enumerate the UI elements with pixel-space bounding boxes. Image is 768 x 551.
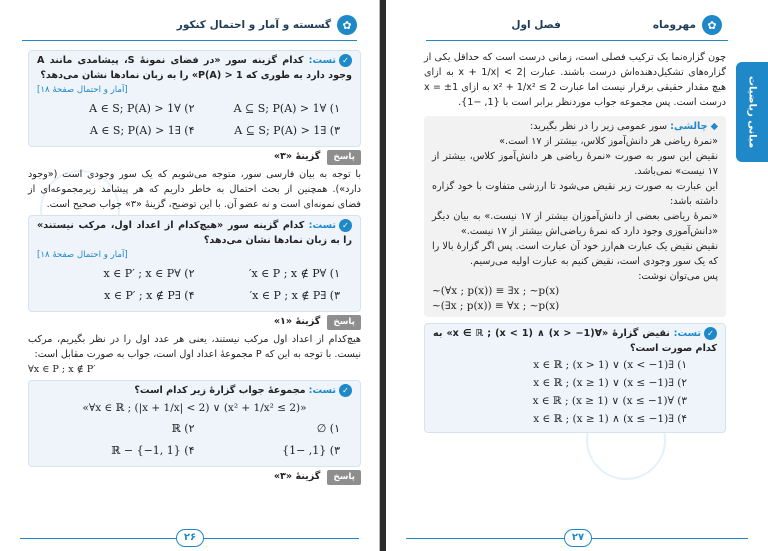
question-box-4 [424,323,726,433]
brand-logo-icon: ✿ [702,15,722,35]
brand-logo-icon: ✿ [337,15,357,35]
options-grid [37,263,352,307]
options-list [433,356,717,428]
question-text: نقیض گزارهٔ «∀x ∈ ℝ ; (x < 1) ∧ (x > −1)» به کدام صورت است؟ [433,328,717,354]
challenge-icon: ◆ [710,121,718,132]
header-divider [426,40,728,41]
option-4: ۴) ℝ − {−1, 1} [111,444,195,457]
right-header [511,14,722,36]
challenge-box [424,116,726,317]
options-grid [37,98,352,142]
answer-math: ∀x ∈ P ; x ∉ P′ [28,364,96,375]
option-3: ۳) {1, −1} [282,444,340,457]
answer-label: پاسخ [327,315,361,330]
question-box-3 [28,380,361,467]
option-3: ۳) ∃A ⊆ S; P(A) > 1 [234,124,340,137]
option-2: ۲) ℝ [171,422,195,435]
answer-1 [28,147,361,212]
page-number: ۲۶ [176,529,204,547]
option-1: ۱) ∀A ⊆ S; P(A) > 1 [233,102,340,115]
option-4: ۴) ∃A ∈ S; P(A) > 1 [89,124,195,137]
answer-label: پاسخ [327,470,361,485]
left-page [0,0,380,551]
question-math: «∀x ∈ ℝ ; (|x + 1/x| < 2) ∨ (x² + 1/x² ≤ 2)» [82,402,307,414]
option-4: ۴) ∃x ∈ P′ ; x ∉ P [104,289,195,302]
header-chapter: فصل اول [511,19,561,31]
question-text: کدام گزینه سور «هیچ‌کدام از اعداد اول، مرکب نیستند» را به زبان نمادها نشان می‌دهد؟ [37,220,352,246]
answer-3 [28,467,361,487]
answer-title: گزینهٔ «۳» [273,151,321,162]
option-1: ۱) ∀x ∈ P ; x ∉ P′ [248,267,340,280]
question-label: تست: [308,385,336,396]
header-divider [22,40,357,41]
intro-paragraph: چون گزاره‌نما یک ترکیب فصلی است، زمانی درست است که حداقل یکی از گزاره‌های تشکیل‌دهنده‌اش درست باشند. عبارت |x + 1/x| < 2 به ازای هیچ مقدار حقیقی برقرار نیست اما عبارت x² + 1/x² ≤ 2 به ازای x = ±1 درست است. پس مجموعه جواب موردنظر برابر است با {1, −1}. [424,52,727,108]
option-1: ۱) ∅ [316,422,340,435]
option-3: ۳) ∃x ∈ P ; x ∉ P′ [249,289,340,302]
answer-title: گزینهٔ «۳» [273,471,321,482]
right-page [386,0,768,551]
question-box-2 [28,215,361,312]
challenge-text-6: نقیض نقیض یک عبارت هم‌ارز خود آن عبارت است. پس اگر گزارهٔ بالا را که یک سور وجودی است، نقیض کنیم به عبارت اولیه می‌رسیم. [432,241,718,267]
option-1: ۱) ∃x ∈ ℝ ; (x > 1) ∨ (x < −1) [533,359,687,371]
challenge-formula-1: ∼(∀x ; p(x)) ≡ ∃x ; ∼p(x) [432,285,560,297]
option-2: ۲) ∃x ∈ ℝ ; (x ≥ 1) ∨ (x ≤ −1) [533,377,687,389]
question-icon: ✓ [339,219,352,232]
answer-explanation: با توجه به بیان فارسی سور، متوجه می‌شویم که یک سور وجودی است («وجود دارد»). همچنین از بحث احتمال به خاطر داریم که هر پیشامد زیرمجموعه‌ای از فضای نمونه‌ای است و نه عضو آن. با این توضیح، گزینهٔ «۳» جواب صحیح است. [28,169,361,210]
challenge-formula-2: ∼(∃x ; p(x)) ≡ ∀x ; ∼p(x) [432,300,560,312]
challenge-text-1: سور عمومی زیر را در نظر بگیرید: [530,121,668,132]
question-text: کدام گزینه سور «در فضای نمونهٔ S، پیشامدی مانند A وجود دارد به طوری که P(A) > 1» را به زبان نمادها نشان می‌دهد؟ [37,55,352,81]
question-label: تست: [673,328,701,339]
page-number: ۲۷ [564,529,592,547]
option-2: ۲) ∀A ∈ S; P(A) > 1 [89,102,195,115]
answer-explanation: هیچ‌کدام از اعداد اول مرکب نیستند، یعنی هر عدد اول را در نظر بگیریم، مرکب نیست. با توجه به این که P مجموعهٔ اعداد اول است، جواب به صورت مقابل است: [28,334,361,360]
question-text: مجموعهٔ جواب گزارهٔ زیر کدام است؟ [134,385,306,396]
question-label: تست: [308,55,336,66]
challenge-text-5: «نمرهٔ ریاضی بعضی از دانش‌آموزان بیشتر از ۱۷ نیست.» به بیان دیگر «دانش‌آموزی وجود دارد که نمرهٔ ریاضی‌اش بیشتر از ۱۷ نیست.» [432,211,718,237]
challenge-label: چالشی: [670,121,708,132]
challenge-text-4: این عبارت به صورت زیر نقیض می‌شود تا ارزشی متفاوت با خود گزاره داشته باشد: [432,181,718,207]
side-tab: مبانی ریاضیات [736,62,768,162]
question-icon: ✓ [704,327,717,340]
question-label: تست: [308,220,336,231]
answer-2 [28,312,361,377]
option-4: ۴) ∃x ∈ ℝ ; (x ≥ 1) ∧ (x ≤ −1) [533,413,687,425]
header-brand: مهروماه [652,19,696,31]
question-source: [آمار و احتمال صفحهٔ ۱۸] [37,85,128,95]
question-icon: ✓ [339,384,352,397]
question-box-1 [28,50,361,147]
question-source: [آمار و احتمال صفحهٔ ۱۸] [37,250,128,260]
challenge-text-2: «نمرهٔ ریاضی هر دانش‌آموز کلاس، بیشتر از ۱۷ است.» [499,136,718,147]
options-grid [37,418,352,462]
challenge-text-3: نقیض این سور به صورت «نمرهٔ ریاضی هر دانش‌آموز کلاس، بیشتر از ۱۷ نیست» نمی‌باشد. [432,151,718,177]
option-2: ۲) ∀x ∈ P′ ; x ∈ P [103,267,195,280]
question-icon: ✓ [339,54,352,67]
left-header [177,14,357,36]
header-title: گسسته و آمار و احتمال کنکور [176,19,331,31]
answer-title: گزینهٔ «۱» [273,316,321,327]
answer-label: پاسخ [327,150,361,165]
right-content [424,50,726,433]
option-3: ۳) ∀x ∈ ℝ ; (x ≥ 1) ∨ (x ≤ −1) [532,395,687,407]
left-content [28,50,361,487]
challenge-text-7: پس می‌توان نوشت: [638,271,718,282]
